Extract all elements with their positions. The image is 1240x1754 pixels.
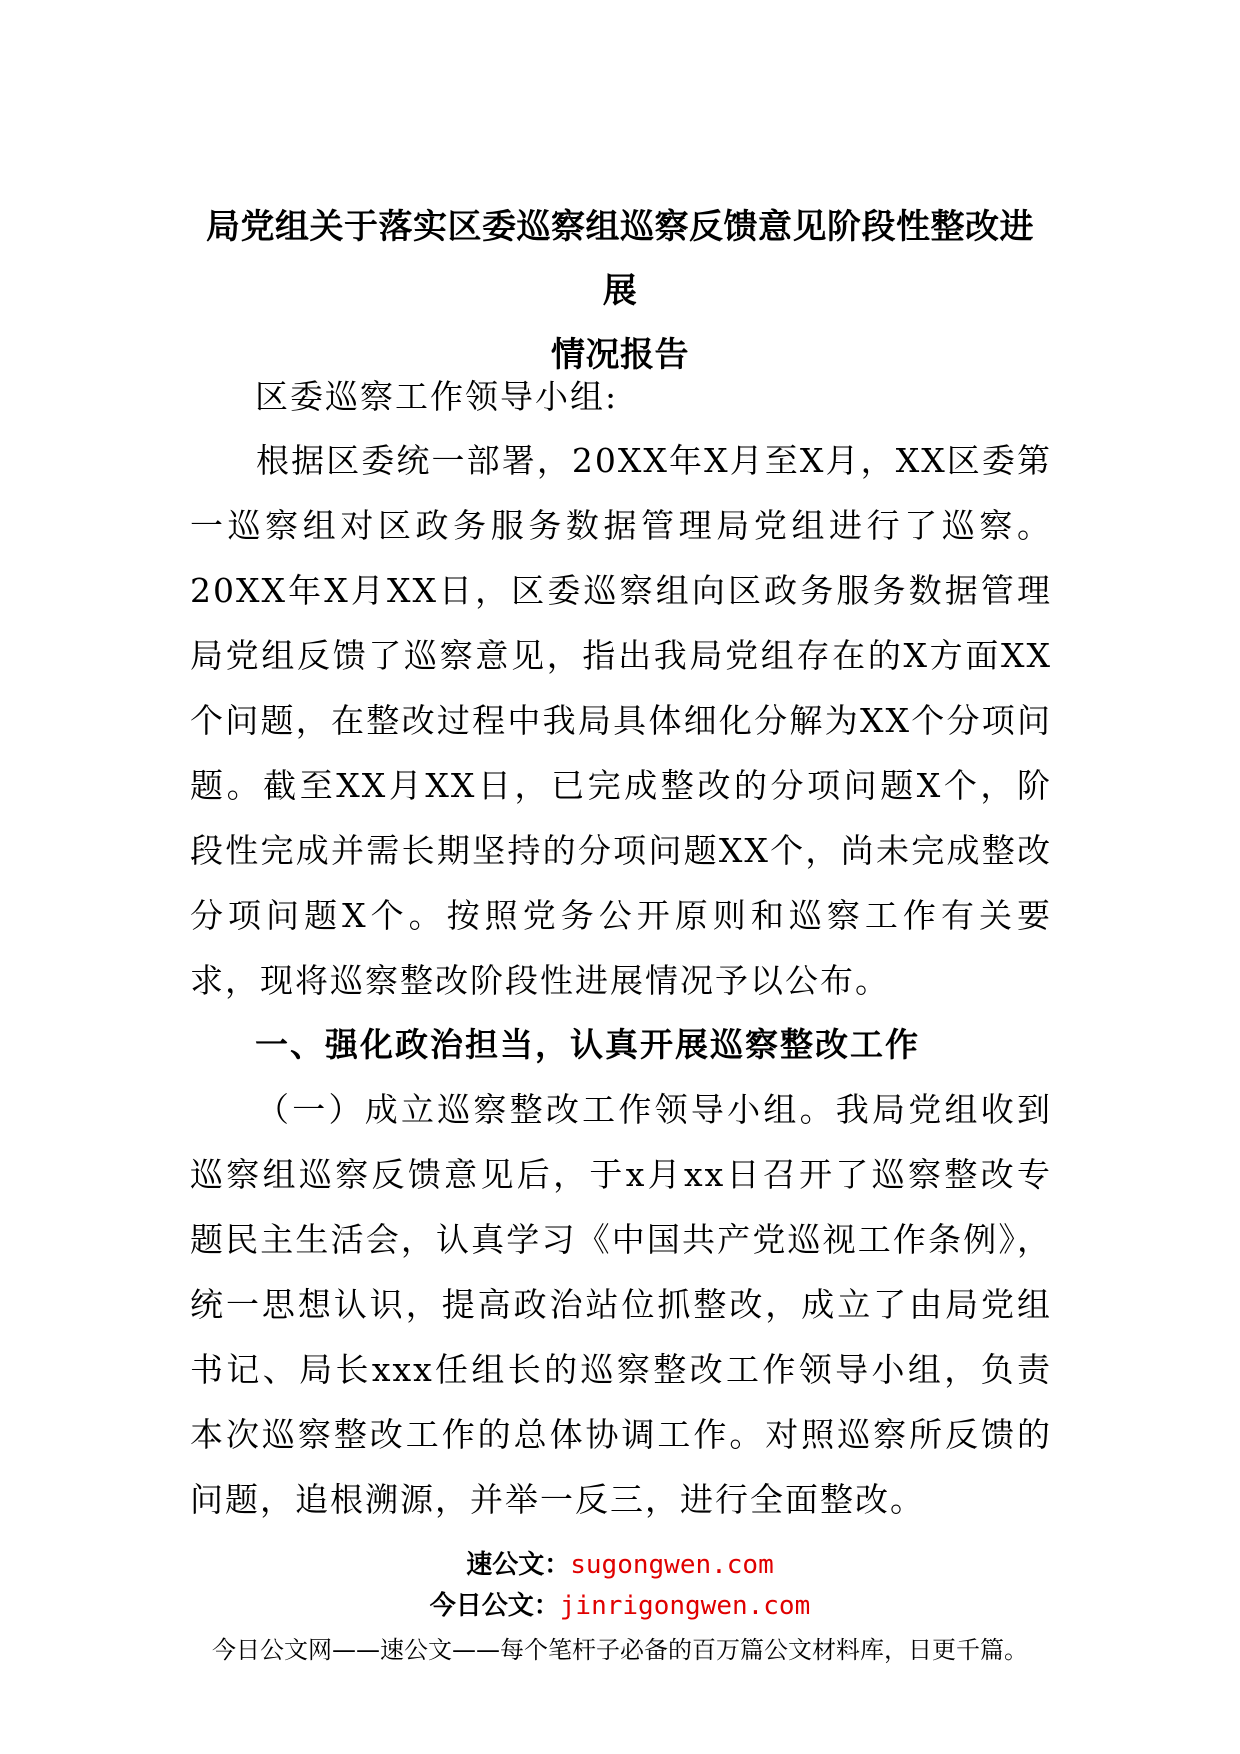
salutation: 区委巡察工作领导小组: — [255, 377, 619, 416]
footer-jinrigongwen — [0, 1588, 1240, 1624]
section-heading-1: 一、强化政治担当，认真开展巡察整改工作 — [255, 1025, 920, 1064]
paragraph-intro: 根据区委统一部署，20XX年X月至X月，XX区委第一巡察组对区政务服务数据管理局党组进行了巡察。20XX年X月XX日，区委巡察组向区政务服务数据管理局党组反馈了巡察意见，指出我局党组存在的X方面XX个问题，在整改过程中我局具体细化分解为XX个分项问题。截至XX月XX日，已完成整改的分项问题X个，阶段性完成并需长期坚持的分项问题XX个，尚未完成整改分项问题X个。按照党务公开原则和巡察工作有关要求，现将巡察整改阶段性进展情况予以公布。 — [190, 441, 1052, 1000]
footer-sugongwen-label: 速公文： — [466, 1550, 571, 1580]
paragraph-section-1-1: （一）成立巡察整改工作领导小组。我局党组收到巡察组巡察反馈意见后，于x月xx日召开了巡察整改专题民主生活会，认真学习《中国共产党巡视工作条例》，统一思想认识，提高政治站位抓整改，成立了由局党组书记、局长xxx任组长的巡察整改工作领导小组，负责本次巡察整改工作的总体协调工作。对照巡察所反馈的问题，追根溯源，并举一反三，进行全面整改。 — [190, 1090, 1052, 1519]
footer-jinrigongwen-link[interactable]: jinrigongwen.com — [559, 1591, 811, 1621]
document-title — [190, 195, 1050, 387]
footer-sugongwen — [0, 1547, 1240, 1583]
footer-sugongwen-link[interactable]: sugongwen.com — [570, 1550, 774, 1580]
title-line-1: 局党组关于落实区委巡察组巡察反馈意见阶段性整改进展 — [206, 207, 1034, 311]
footer-slogan: 今日公文网——速公文——每个笔杆子必备的百万篇公文材料库，日更千篇。 — [212, 1636, 1028, 1664]
title-line-2: 情况报告 — [551, 335, 689, 375]
footer-jinrigongwen-label: 今日公文： — [429, 1591, 560, 1621]
